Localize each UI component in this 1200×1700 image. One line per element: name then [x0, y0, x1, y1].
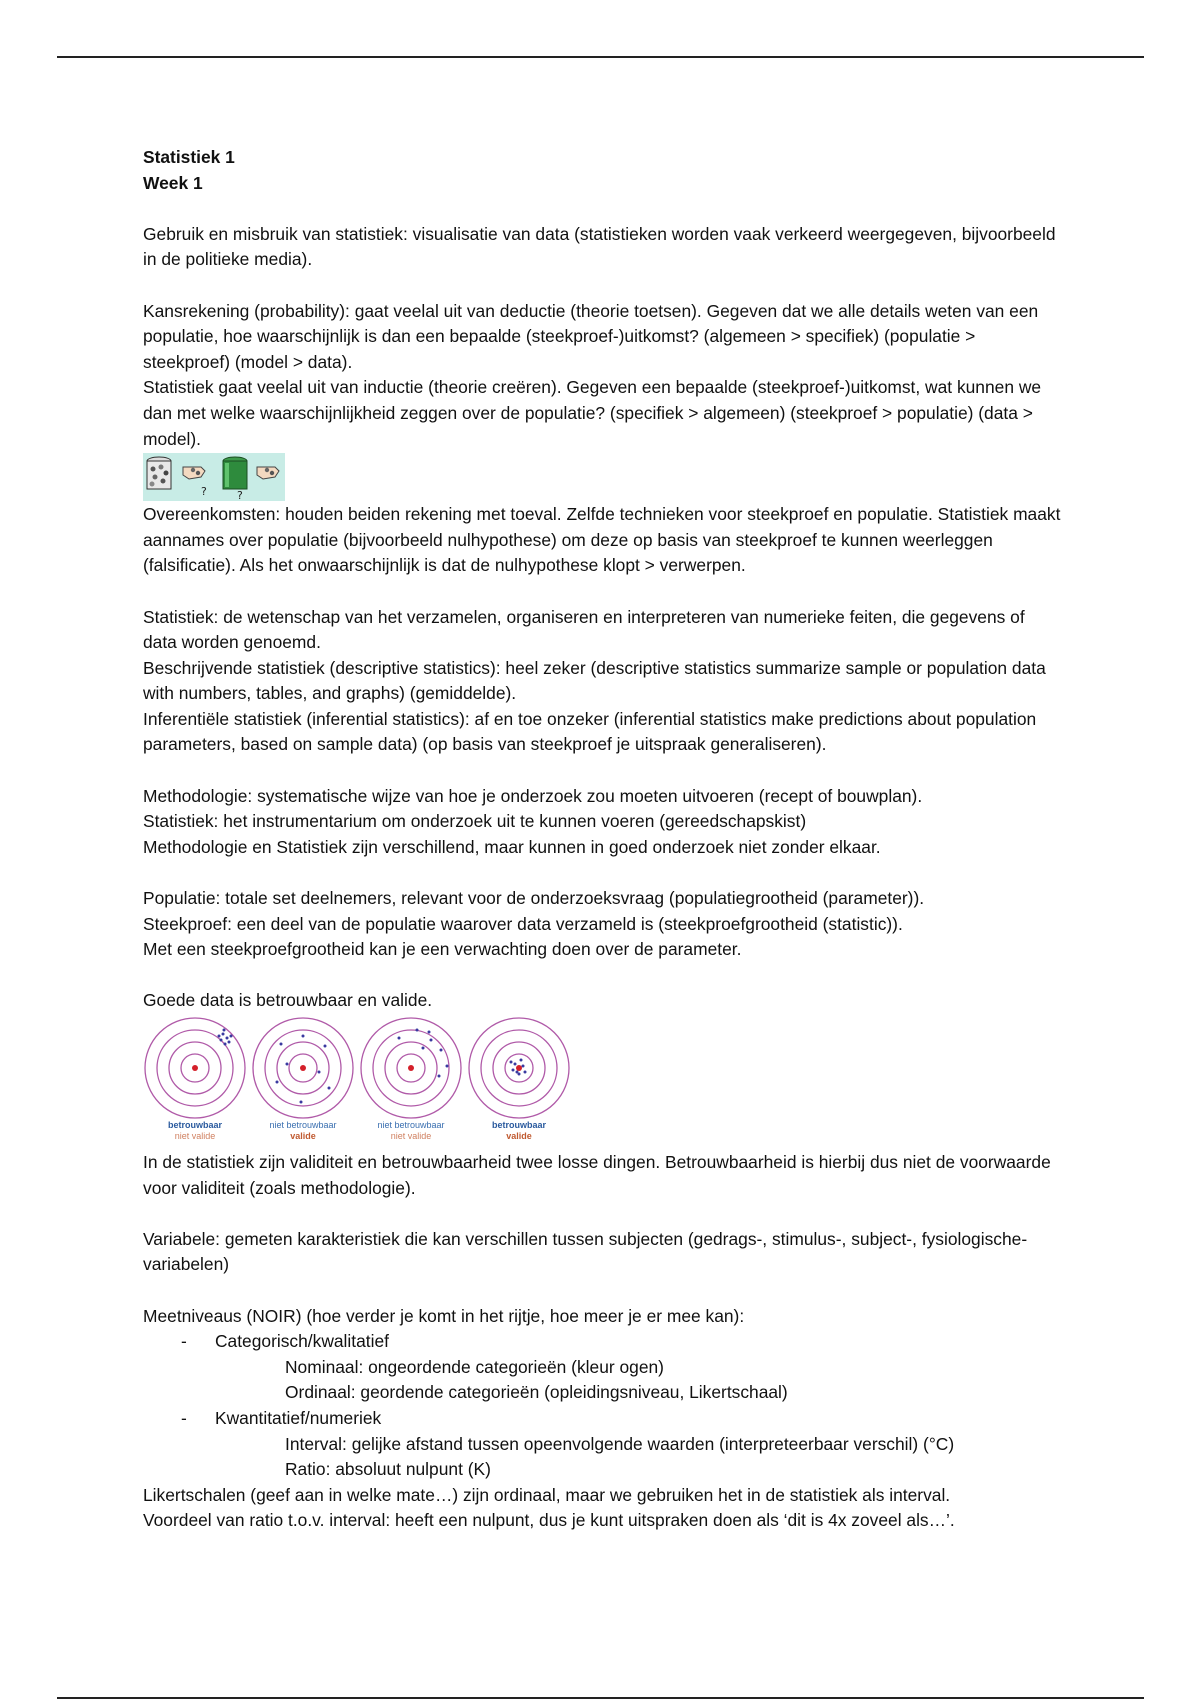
paragraph-populatie: Populatie: totale set deelnemers, relevant voor de onderzoeksvraag (populatiegrootheid (parameter)). — [143, 888, 925, 909]
target-label-2a: niet betrouwbaar — [269, 1120, 337, 1130]
sublist-item-ordinaal: Ordinaal: geordende categorieën (opleidingsniveau, Likertschaal) — [285, 1382, 788, 1403]
target-label-2b: valide — [290, 1131, 316, 1141]
target-icon — [467, 1016, 571, 1120]
question-mark-1: ? — [201, 485, 207, 499]
paragraph-beschrijvende-statistiek: Beschrijvende statistiek (descriptive statistics): heel zeker (descriptive statistics summarize sample or population data with numbers, tables, and graphs) (gemiddelde). — [143, 657, 1046, 704]
list-item-label: Kwantitatief/numeriek — [215, 1407, 382, 1428]
paragraph-kansrekening: Kansrekening (probability): gaat veelal uit van deductie (theorie toetsen). Gegeven dat we alle details weten van een populatie, hoe waarschijnlijk is dan een bepaalde (steekproef-)uitkomst? (algemeen > specifiek) (populatie > steekproef) (model > data). — [143, 300, 1039, 372]
paragraph-voordeel-ratio: Voordeel van ratio t.o.v. interval: heeft een nulpunt, dus je kunt uitspraken doen als ‘dit is 4x zoveel als…’. — [143, 1510, 955, 1531]
paragraph-statistiek-instrument: Statistiek: het instrumentarium om onderzoek uit te kunnen voeren (gereedschapskist) — [143, 811, 807, 832]
target-label-1b: niet valide — [174, 1131, 216, 1141]
list-bullet: - — [181, 1407, 187, 1428]
paragraph-variabele: Variabele: gemeten karakteristiek die kan verschillen tussen subjecten (gedrags-, stimulus-, subject-, fysiologische-variabelen) — [143, 1228, 1028, 1275]
footer-rule — [57, 1697, 1144, 1699]
list-item-categorisch — [143, 1329, 1063, 1355]
target-betrouwbaar-valide — [467, 1016, 571, 1142]
paragraph-statistiek-inductie: Statistiek gaat veelal uit van inductie (theorie creëren). Gegeven een bepaalde (steekproef-)uitkomst, wat kunnen we dan met welke waarschijnlijkheid zeggen over de populatie? (specifiek > algemeen) (steekproef > populatie) (data > model). — [143, 377, 1042, 449]
paragraph-goede-data: Goede data is betrouwbaar en valide. — [143, 990, 433, 1011]
target-label-3b: niet valide — [390, 1131, 432, 1141]
sublist-item-interval: Interval: gelijke afstand tussen opeenvolgende waarden (interpreteerbaar verschil) (°C) — [285, 1433, 955, 1454]
header-rule — [57, 56, 1144, 58]
paragraph-inferentiele-statistiek: Inferentiële statistiek (inferential statistics): af en toe onzeker (inferential statistics make predictions about population parameters, based on sample data) (op basis van steekproef je uitspraak generaliseren). — [143, 708, 1037, 755]
paragraph-meetniveaus: Meetniveaus (NOIR) (hoe verder je komt in het rijtje, hoe meer je er mee kan): — [143, 1305, 745, 1326]
paragraph-steekproef: Steekproef: een deel van de populatie waarover data verzameld is (steekproefgrootheid (statistic)). — [143, 913, 903, 934]
list-item-kwantitatief — [143, 1406, 1063, 1432]
target-icon — [359, 1016, 463, 1120]
coin-jar-illustration — [143, 453, 285, 501]
validity-targets-figure — [143, 1014, 1063, 1150]
target-label-1a: betrouwbaar — [167, 1120, 222, 1130]
paragraph-verwachting: Met een steekproefgrootheid kan je een verwachting doen over de parameter. — [143, 939, 742, 960]
target-icon — [251, 1016, 355, 1120]
list-bullet: - — [181, 1331, 187, 1352]
sublist-item-ratio: Ratio: absoluut nulpunt (K) — [285, 1459, 491, 1480]
coin-jar-figure — [143, 452, 1063, 502]
paragraph-methodologie: Methodologie: systematische wijze van hoe je onderzoek zou moeten uitvoeren (recept of bouwplan). — [143, 785, 923, 806]
target-icon — [143, 1016, 247, 1120]
target-niet-betrouwbaar-niet-valide — [359, 1016, 463, 1142]
question-mark-2: ? — [237, 489, 243, 502]
list-item-label: Categorisch/kwalitatief — [215, 1331, 389, 1352]
target-betrouwbaar-niet-valide — [143, 1016, 247, 1142]
document-body — [143, 145, 1063, 1534]
target-label-4b: valide — [506, 1131, 532, 1141]
paragraph-likertschalen: Likertschalen (geef aan in welke mate…) zijn ordinaal, maar we gebruiken het in de statistiek als interval. — [143, 1484, 951, 1505]
paragraph-validiteit: In de statistiek zijn validiteit en betrouwbaarheid twee losse dingen. Betrouwbaarheid is hierbij dus niet de voorwaarde voor validiteit (zoals methodologie). — [143, 1152, 1051, 1198]
sublist-item-nominaal: Nominaal: ongeordende categorieën (kleur ogen) — [285, 1356, 664, 1377]
target-niet-betrouwbaar-valide — [251, 1016, 355, 1142]
target-label-3a: niet betrouwbaar — [377, 1120, 445, 1130]
paragraph-overeenkomsten: Overeenkomsten: houden beiden rekening met toeval. Zelfde technieken voor steekproef en populatie. Statistiek maakt aannames over populatie (bijvoorbeeld nulhypothese) om deze op basis van steekproef te kunnen weerleggen (falsificatie). Als het onwaarschijnlijk is dat de nulhypothese klopt > verwerpen. — [143, 504, 1061, 576]
paragraph-definitie-statistiek: Statistiek: de wetenschap van het verzamelen, organiseren en interpreteren van numerieke feiten, die gegevens of data worden genoemd. — [143, 606, 1025, 653]
week-heading: Week 1 — [143, 172, 203, 193]
paragraph-methodologie-en-statistiek: Methodologie en Statistiek zijn verschillend, maar kunnen in goed onderzoek niet zonder elkaar. — [143, 836, 881, 857]
target-label-4a: betrouwbaar — [491, 1120, 546, 1130]
paragraph-misbruik: Gebruik en misbruik van statistiek: visualisatie van data (statistieken worden vaak verkeerd weergegeven, bijvoorbeeld in de politieke media). — [143, 223, 1056, 270]
document-title: Statistiek 1 — [143, 147, 235, 167]
